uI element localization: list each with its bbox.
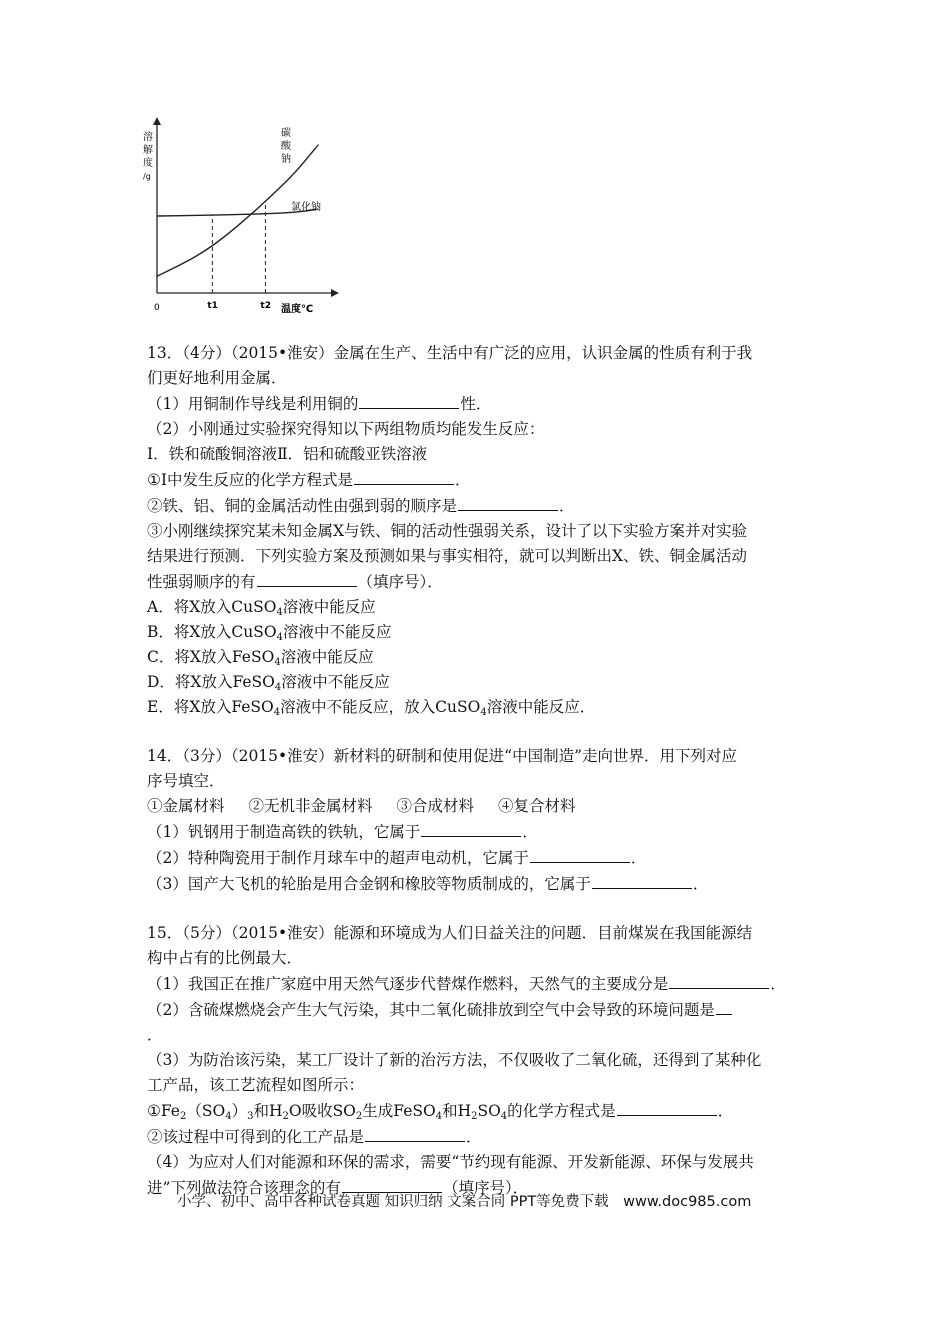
text: （3）国产大飞机的轮胎是用合金钢和橡胶等物质制成的，它属于 <box>147 875 591 893</box>
text: （SO <box>186 1102 226 1120</box>
x-axis-arrow <box>331 289 339 297</box>
material-option: ②无机非金属材料 <box>248 797 373 815</box>
x-tick-t1: t1 <box>207 301 218 311</box>
q15-head-cont: 构中占有的比例最大． <box>147 949 303 967</box>
answer-blank[interactable] <box>530 845 630 863</box>
material-option: ④复合材料 <box>498 797 576 815</box>
q14-part1 <box>147 819 827 845</box>
q14-head-cont: 序号填空． <box>147 772 225 790</box>
q14-options <box>147 794 827 819</box>
q14-part2 <box>147 845 827 871</box>
subscript: 3 <box>247 1111 254 1122</box>
text: ． <box>455 471 471 489</box>
text: 溶液中能反应 <box>280 648 374 666</box>
text: （1）用铜制作导线是利用铜的 <box>147 395 359 413</box>
series-label-char: 碳 <box>281 128 291 139</box>
q13-part1 <box>147 391 827 417</box>
q13-sub1 <box>147 467 827 493</box>
text: 进”下列做法符合该理念的有 <box>147 1179 341 1197</box>
q15-eq2 <box>147 1124 827 1150</box>
spacer <box>147 720 827 744</box>
answer-blank[interactable] <box>421 819 521 837</box>
q13-sub3-line2: 结果进行预测．下列实验方案及预测如果与事实相符，就可以判断出X、铁、铜金属活动 <box>147 547 748 565</box>
y-label-char: 度 <box>143 158 153 169</box>
text: ． <box>717 1102 734 1120</box>
answer-blank[interactable] <box>365 1124 465 1142</box>
q13-sub2 <box>147 493 827 519</box>
q13-part2: （2）小刚通过实验探究得知以下两组物质均能发生反应： <box>147 420 545 438</box>
subscript: 4 <box>273 707 281 718</box>
q14-part3 <box>147 871 827 897</box>
q13-groups: Ⅰ．铁和硫酸铜溶液Ⅱ．铝和硫酸亚铁溶液 <box>147 445 428 463</box>
material-option: ①金属材料 <box>147 797 225 815</box>
answer-blank[interactable] <box>359 391 459 409</box>
text: 溶液中不能反应，放入CuSO <box>280 698 481 716</box>
q15-part3-line1: （3）为防治该污染，某工厂设计了新的治污方法，不仅吸收了二氧化硫，还得到了某种化 <box>147 1051 762 1069</box>
text: 性强弱顺序的有 <box>147 573 256 591</box>
q15-part2 <box>147 997 827 1023</box>
text: ． <box>770 975 786 993</box>
text: 生成FeSO <box>362 1102 436 1120</box>
x-tick-t2: t2 <box>260 301 271 311</box>
subscript: 4 <box>225 1111 232 1122</box>
subscript: 2 <box>471 1111 478 1122</box>
text: 溶液中能反应 <box>282 598 376 616</box>
text: ． <box>692 875 709 893</box>
text: ． <box>466 1128 482 1146</box>
text: ． <box>630 849 647 867</box>
subscript: 4 <box>276 632 283 643</box>
subscript: 4 <box>435 1111 443 1122</box>
text: ②铁、铝、铜的金属活动性由强到弱的顺序是 <box>147 497 458 515</box>
origin-label: 0 <box>154 303 160 313</box>
text: C．将X放入FeSO <box>147 648 275 666</box>
text: （1）钒钢用于制造高铁的铁轨，它属于 <box>147 823 421 841</box>
text: 溶液中不能反应 <box>281 673 390 691</box>
y-label-char: 解 <box>143 145 153 156</box>
y-label-char: /g <box>143 172 151 181</box>
q15-part4-line1: （4）为应对人们对能源和环保的需求，需要“节约现有能源、开发新能源、环保与发展共 <box>147 1153 754 1171</box>
q13-sub3-line3 <box>147 569 827 595</box>
y-label-char: 溶 <box>143 132 153 143</box>
series-label-char: 酸 <box>281 141 291 152</box>
text: E．将X放入FeSO <box>147 698 274 716</box>
text: 和H <box>442 1102 472 1120</box>
page-footer: 小学、初中、高中各种试卷真题 知识归纳 文案合同 PPT等免费下载 www.doc985.com <box>177 1194 752 1210</box>
text: 的化学方程式是 <box>507 1102 616 1120</box>
q13-option-b <box>147 620 827 645</box>
text: 性． <box>460 395 492 413</box>
text: ①Fe <box>147 1102 180 1120</box>
text: O吸收SO <box>288 1102 356 1120</box>
q13-head: 13．（4分）（2015•淮安）金属在生产、生活中有广泛的应用，认识金属的性质有利于我 <box>147 344 753 362</box>
answer-blank[interactable] <box>592 871 692 889</box>
text: A．将X放入CuSO <box>147 598 277 616</box>
q13-option-d <box>147 670 827 695</box>
text: ②该过程中可得到的化工产品是 <box>147 1128 365 1146</box>
subscript: 2 <box>282 1111 289 1122</box>
x-axis-label: 温度℃ <box>281 304 314 315</box>
text: SO <box>477 1102 501 1120</box>
series-label-nacl: 氯化钠 <box>291 202 321 213</box>
text: B．将X放入CuSO <box>147 623 277 641</box>
text: （填序号）． <box>442 1179 529 1197</box>
series-label-char: 钠 <box>281 154 291 165</box>
answer-blank[interactable] <box>354 467 454 485</box>
q15-head: 15．（5分）（2015•淮安）能源和环境成为人们日益关注的问题．目前煤炭在我国能源结 <box>147 924 753 942</box>
q15-part2-end: ． <box>147 1026 163 1044</box>
text: （1）我国正在推广家庭中用天然气逐步代替煤作燃料，天然气的主要成分是 <box>147 975 669 993</box>
q13-option-c <box>147 645 827 670</box>
q13-option-a <box>147 595 827 620</box>
q15-part1 <box>147 971 827 997</box>
answer-blank[interactable] <box>617 1098 717 1116</box>
question-content <box>147 341 827 1201</box>
answer-blank[interactable] <box>458 493 558 511</box>
q13-head-cont: 们更好地利用金属． <box>147 369 287 387</box>
text: 溶液中能反应． <box>486 698 596 716</box>
text: ①Ⅰ中发生反应的化学方程式是 <box>147 471 354 489</box>
subscript: 2 <box>179 1111 187 1122</box>
text: （填序号）． <box>357 573 443 591</box>
subscript: 4 <box>276 607 283 618</box>
answer-blank[interactable] <box>716 997 732 1015</box>
answer-blank[interactable] <box>669 971 769 989</box>
text: ） <box>231 1102 248 1120</box>
text: ． <box>559 497 575 515</box>
text: D．将X放入FeSO <box>147 673 275 691</box>
text: ． <box>522 823 538 841</box>
text: 和H <box>253 1102 283 1120</box>
q15-part3-line2: 工产品，该工艺流程如图所示： <box>147 1076 365 1094</box>
subscript: 4 <box>274 657 281 668</box>
subscript: 4 <box>480 707 487 718</box>
spacer <box>147 897 827 921</box>
y-axis-arrow <box>153 117 161 125</box>
solubility-chart <box>140 115 340 315</box>
q13-option-e <box>147 695 827 720</box>
q13-sub3-line1: ③小刚继续探究某未知金属X与铁、铜的活动性强弱关系，设计了以下实验方案并对实验 <box>147 522 748 540</box>
subscript: 2 <box>355 1111 363 1122</box>
material-option: ③合成材料 <box>396 797 475 815</box>
answer-blank[interactable] <box>257 569 357 587</box>
q14-head: 14．（3分）（2015•淮安）新材料的研制和使用促进“中国制造”走向世界．用下列对应 <box>147 747 738 765</box>
text: （2）含硫煤燃烧会产生大气污染，其中二氧化硫排放到空气中会导致的环境问题是 <box>147 1001 715 1019</box>
subscript: 4 <box>274 682 282 693</box>
text: （2）特种陶瓷用于制作月球车中的超声电动机，它属于 <box>147 849 529 867</box>
text: 溶液中不能反应 <box>282 623 392 641</box>
q15-eq1 <box>147 1098 827 1124</box>
subscript: 4 <box>500 1111 508 1122</box>
